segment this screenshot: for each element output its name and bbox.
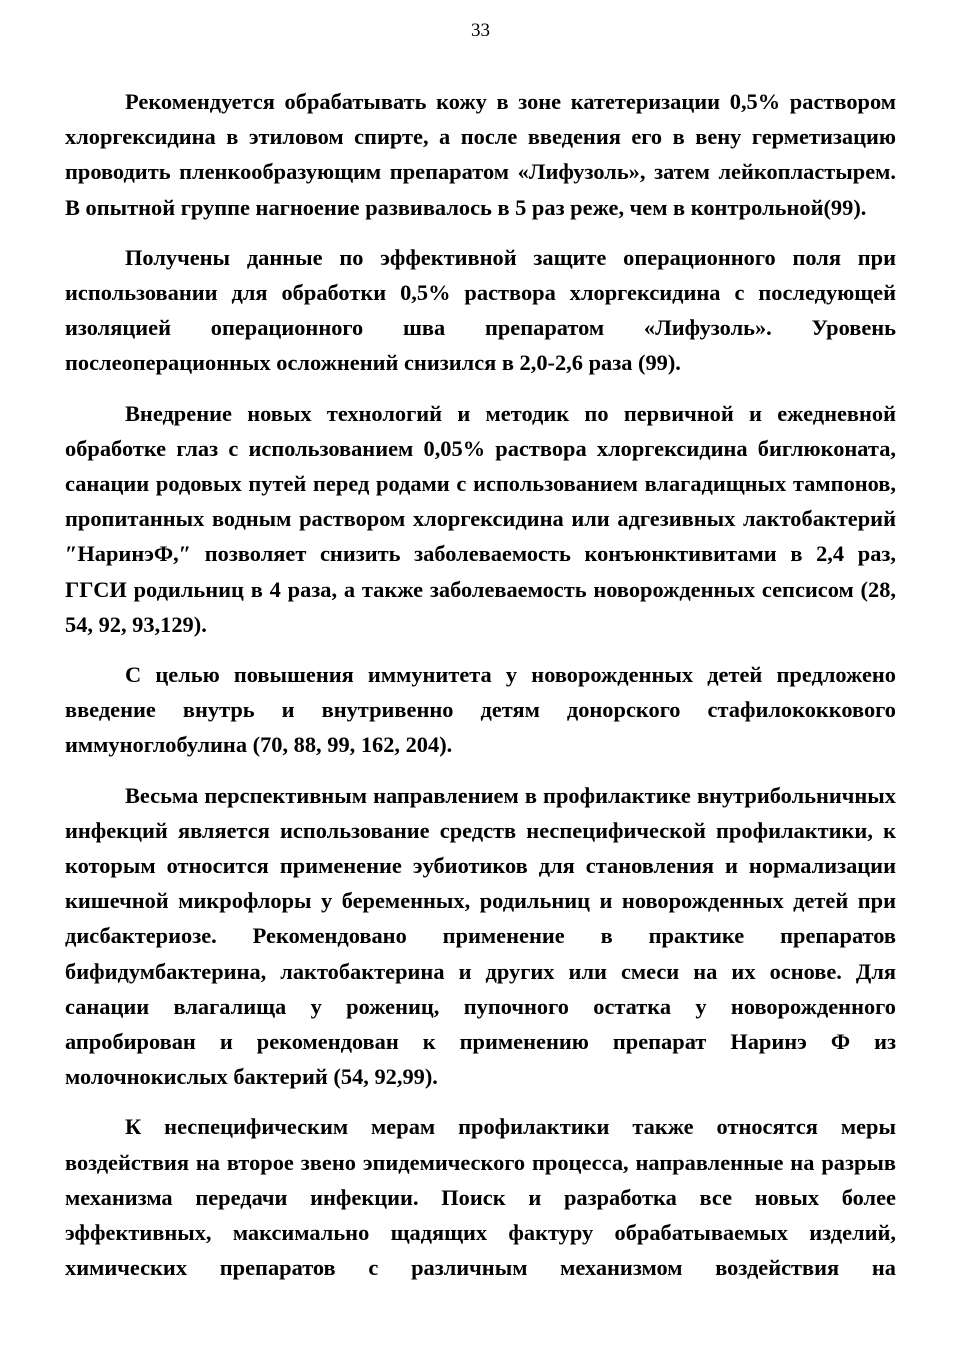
page-number: 33 — [471, 20, 490, 41]
paragraph-catheter-skin-treatment: Рекомендуется обрабатывать кожу в зоне катетеризации 0,5% раствором хлоргексидина в этиловом спирте, а после введения его в вену герметизацию проводить пленкообразующим препаратом «Лифузоль», затем лейкопластырем. В опытной группе нагноение развивалось в 5 раз реже, чем в контрольной(99). — [65, 89, 896, 220]
paragraph-new-technologies: Внедрение новых технологий и методик по первичной и ежедневной обработке глаз с использованием 0,05% раствора хлоргексидина биглюконата, санации родовых путей перед родами с использованием влагадищных тампонов, пропитанных водным раствором хлоргексидина или адгезивных лактобактерий ″НаринэФ,″ позволяет снизить заболеваемость конъюнктивитами в 2,4 раз, ГГСИ родильниц в 4 раза, а также заболеваемость новорожденных сепсисом (28, 54, 92, 93,129). — [65, 400, 896, 637]
paragraph-transmission-mechanism: К неспецифическим мерам профилактики также относятся меры воздействия на второе звено эпидемического процесса, направленные на разрыв механизма передачи инфекции. Поиск и разработка все новых более эффективных, максимально щадящих фактуру обрабатываемых изделий, химических препаратов с различным механизмом воздействия на — [65, 1114, 896, 1281]
paragraph-immunity-newborns: С целью повышения иммунитета у новорожденных детей предложено введение внутрь и внутривенно детям донорского стафилококкового иммуноглобулина (70, 88, 99, 162, 204). — [65, 662, 896, 758]
paragraph-nonspecific-prophylaxis: Весьма перспективным направлением в профилактике внутрибольничных инфекций является использование средств неспецифической профилактики, к которым относится применение эубиотиков для становления и нормализации кишечной микрофлоры у беременных, родильниц и новорожденных детей при дисбактериозе. Рекомендовано применение в практике препаратов бифидумбактерина, лактобактерина и других или смеси на их основе. Для санации влагалища у рожениц, пупочного остатка у новорожденного апробирован и рекомендован к применению препарат Наринэ Ф из молочнокислых бактерий (54, 92,99). — [65, 782, 896, 1090]
paragraph-operative-field-protection: Получены данные по эффективной защите операционного поля при использовании для обработки 0,5% раствора хлоргексидина с последующей изоляцией операционного шва препаратом «Лифузоль». Уровень послеоперационных осложнений снизился в 2,0-2,6 раза (99). — [65, 244, 896, 376]
body-text — [65, 84, 896, 1286]
